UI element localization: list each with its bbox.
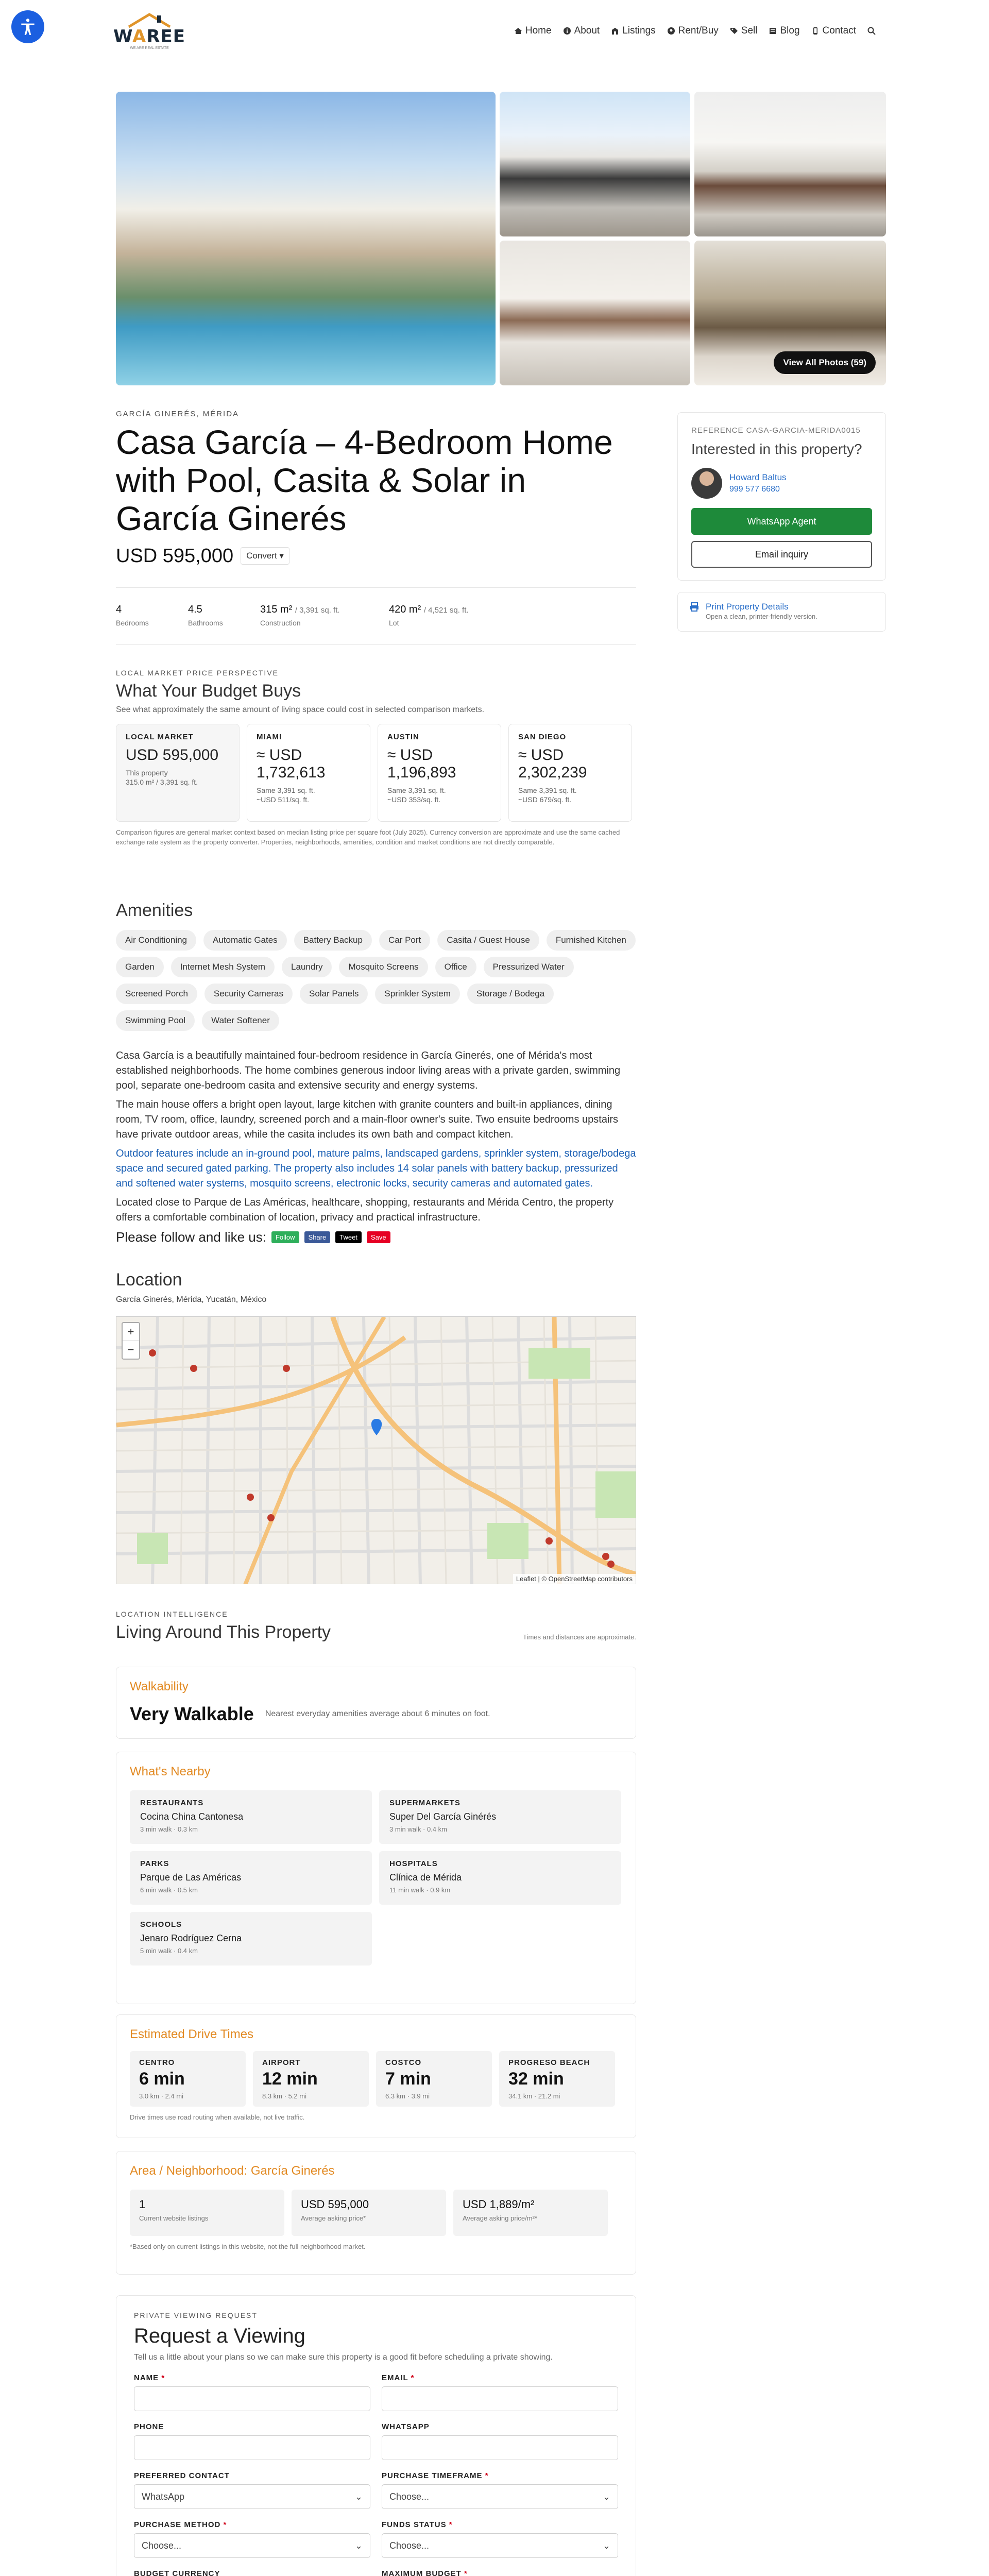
share-bar xyxy=(116,1229,636,1245)
drive-item-airport: AIRPORT 12 min 8.3 km · 5.2 mi xyxy=(253,2051,369,2107)
logo-roof-icon xyxy=(126,12,173,28)
description-paragraph: Located close to Parque de Las Américas, healthcare, shopping, restaurants and Mérida Centro, the property offers a comfortable combination of location, privacy and practical infrastructure. xyxy=(116,1197,614,1223)
drive-item-costco: COSTCO 7 min 6.3 km · 3.9 mi xyxy=(376,2051,492,2107)
inquiry-title: Interested in this property? xyxy=(691,441,862,457)
listing-price: USD 595,000 xyxy=(116,545,234,567)
amenities-section xyxy=(116,901,636,1031)
market-subtitle: See what approximately the same amount of living space could cost in selected comparison markets. xyxy=(116,705,485,714)
print-subtext: Open a clean, printer-friendly version. xyxy=(706,613,817,620)
listing-header xyxy=(116,410,636,567)
location-address: García Ginerés, Mérida, Yucatán, México xyxy=(116,1295,267,1304)
nav-home[interactable]: Home xyxy=(514,25,552,37)
amenities-list xyxy=(116,930,636,1031)
view-all-photos-button[interactable]: View All Photos (59) xyxy=(774,351,876,374)
market-card-miami: MIAMI ≈ USD 1,732,613 Same 3,391 sq. ft. ~USD 511/sq. ft. xyxy=(247,724,370,822)
gallery-photo[interactable] xyxy=(500,92,690,236)
map-zoom-control xyxy=(122,1322,140,1360)
agent-contact xyxy=(691,468,872,499)
email-inquiry-button[interactable]: Email inquiry xyxy=(691,541,872,568)
area-stat-avg-price: USD 595,000 Average asking price* xyxy=(292,2190,446,2236)
whatsapp-label: WHATSAPP xyxy=(382,2422,430,2431)
map-attribution[interactable]: Leaflet | © OpenStreetMap contributors xyxy=(513,1574,636,1584)
funds-label: FUNDS STATUS xyxy=(382,2520,447,2529)
email-field[interactable] xyxy=(382,2386,618,2411)
purchase-method-select[interactable]: Choose... ⌄ xyxy=(134,2533,370,2558)
listings-icon xyxy=(611,27,619,35)
search-button[interactable] xyxy=(867,27,876,35)
viewing-request-form: PRIVATE VIEWING REQUEST Request a Viewing Tell us a little about your plans so we can make sure this property is a good fit before scheduling a private showing. NAME * EMAIL * PHONE WHATSAPP PREFERRED CONTACT WhatsApp ⌄ PURCHASE TIMEFRAME * Choose... ⌄ PURCHASE METHOD * Choose... ⌄ FUNDS STATUS * Choose... ⌄ BUDGET CURRENCY MAXIMUM BUDGET * xyxy=(116,2295,636,2576)
agent-phone[interactable]: 999 577 6680 xyxy=(729,485,780,494)
map-tiles xyxy=(116,1317,636,1584)
description-paragraph: The main house offers a bright open layout, large kitchen with granite counters and built-in appliances, dining room, TV room, office, laundry, screened porch and a main-floor owner's suite. Two ensuite bedrooms upstairs have private outdoor areas, while the casita includes its own bath and compact kitchen. xyxy=(116,1099,619,1140)
amenity-pill: Air Conditioning xyxy=(116,930,196,951)
info-icon xyxy=(563,27,571,35)
market-kicker: LOCAL MARKET PRICE PERSPECTIVE xyxy=(116,669,279,677)
phone-field[interactable] xyxy=(134,2435,370,2460)
nearby-item-supermarkets: SUPERMARKETS Super Del García Ginérés 3 min walk · 0.4 km xyxy=(379,1790,621,1844)
whatsapp-field[interactable] xyxy=(382,2435,618,2460)
intel-title: Living Around This Property xyxy=(116,1622,331,1642)
area-stat-avg-price-m2: USD 1,889/m² Average asking price/m²* xyxy=(453,2190,608,2236)
search-icon xyxy=(867,27,876,35)
market-card-local: LOCAL MARKET USD 595,000 This property 315.0 m² / 3,391 sq. ft. xyxy=(116,724,240,822)
fact-bathrooms: 4.5 Bathrooms xyxy=(188,604,223,627)
intel-section xyxy=(116,1610,636,1642)
amenity-pill: Battery Backup xyxy=(294,930,372,951)
zoom-in-button[interactable]: + xyxy=(123,1323,139,1341)
inquiry-card xyxy=(677,412,886,581)
market-title: What Your Budget Buys xyxy=(116,681,301,701)
gallery-main-photo[interactable] xyxy=(116,92,496,385)
x-tweet-button[interactable]: Tweet xyxy=(335,1231,362,1243)
drive-item-centro: CENTRO 6 min 3.0 km · 2.4 mi xyxy=(130,2051,246,2107)
chevron-down-icon: ⌄ xyxy=(354,2491,363,2502)
gallery-photo[interactable] xyxy=(694,92,886,236)
nearby-card xyxy=(116,1752,636,2004)
site-header xyxy=(113,0,876,62)
amenity-pill: Casita / Guest House xyxy=(437,930,539,951)
amenity-pill: Swimming Pool xyxy=(116,1010,195,1031)
divider xyxy=(116,587,636,588)
amenity-pill: Car Port xyxy=(379,930,430,951)
blog-icon xyxy=(769,27,777,35)
market-card-austin: AUSTIN ≈ USD 1,196,893 Same 3,391 sq. ft. ~USD 353/sq. ft. xyxy=(378,724,501,822)
location-section xyxy=(116,1270,636,1304)
print-link[interactable]: Print Property Details xyxy=(706,602,789,612)
form-kicker: PRIVATE VIEWING REQUEST xyxy=(134,2311,258,2319)
divider xyxy=(116,644,636,645)
chevron-down-icon: ⌄ xyxy=(354,2540,363,2551)
drive-times-card xyxy=(116,2014,636,2138)
tag-icon xyxy=(730,27,738,35)
amenity-pill: Garden xyxy=(116,957,164,977)
amenity-pill: Mosquito Screens xyxy=(339,957,428,977)
form-title: Request a Viewing xyxy=(134,2325,305,2347)
description-paragraph: Casa García is a beautifully maintained four-bedroom residence in García Ginerés, one of Mérida's most established neighborhoods. The home combines generous indoor living areas with a private garden, swimming pool, separate one-bedroom casita and extensive security and energy systems. xyxy=(116,1050,621,1091)
follow-button[interactable]: Follow xyxy=(271,1231,299,1243)
logo-wordmark: WAREE xyxy=(113,26,185,47)
name-field[interactable] xyxy=(134,2386,370,2411)
walkability-card xyxy=(116,1667,636,1739)
walkability-summary: Nearest everyday amenities average about 6 minutes on foot. xyxy=(265,1709,490,1718)
page-title: Casa García – 4-Bedroom Home with Pool, Casita & Solar in García Ginerés xyxy=(116,423,613,537)
site-logo[interactable] xyxy=(113,12,185,50)
amenity-pill: Solar Panels xyxy=(300,984,368,1004)
location-title: Location xyxy=(116,1270,182,1290)
contact-label: PREFERRED CONTACT xyxy=(134,2471,230,2480)
map-wrapper xyxy=(116,1316,636,1584)
currency-label: BUDGET CURRENCY xyxy=(134,2569,220,2576)
amenity-pill: Storage / Bodega xyxy=(467,984,554,1004)
phone-label: PHONE xyxy=(134,2422,164,2431)
amenity-pill: Pressurized Water xyxy=(484,957,574,977)
amenity-pill: Screened Porch xyxy=(116,984,197,1004)
nearby-heading: What's Nearby xyxy=(130,1765,211,1778)
walkability-heading: Walkability xyxy=(130,1680,189,1693)
walkability-score: Very Walkable xyxy=(130,1703,254,1724)
photo-gallery xyxy=(116,92,886,385)
amenity-pill: Laundry xyxy=(282,957,332,977)
nearby-item-schools: SCHOOLS Jenaro Rodríguez Cerna 5 min walk · 0.4 km xyxy=(130,1912,372,1965)
intel-kicker: LOCATION INTELLIGENCE xyxy=(116,1610,228,1618)
whatsapp-agent-button[interactable]: WhatsApp Agent xyxy=(691,508,872,535)
accessibility-button[interactable] xyxy=(11,10,44,43)
key-facts xyxy=(116,604,636,627)
timeframe-label: PURCHASE TIMEFRAME xyxy=(382,2471,483,2480)
home-icon xyxy=(514,27,522,35)
nearby-item-hospitals: HOSPITALS Clínica de Mérida 11 min walk · 0.9 km xyxy=(379,1851,621,1905)
amenity-pill: Automatic Gates xyxy=(203,930,287,951)
zoom-out-button[interactable]: − xyxy=(127,1343,134,1356)
fact-lot: 420 m² / 4,521 sq. ft. Lot xyxy=(389,604,469,627)
nav-about[interactable]: About xyxy=(563,25,600,37)
method-label: PURCHASE METHOD xyxy=(134,2520,221,2529)
gallery-photo[interactable] xyxy=(694,241,886,385)
amenity-pill: Office xyxy=(435,957,476,977)
currency-convert-select[interactable]: Convert ▾ xyxy=(241,547,289,565)
area-stat-listings: 1 Current website listings xyxy=(130,2190,284,2236)
drive-item-progreso-beach: PROGRESO BEACH 32 min 34.1 km · 21.2 mi xyxy=(499,2051,615,2107)
area-heading: Area / Neighborhood: García Ginerés xyxy=(130,2164,335,2178)
nav-blog[interactable]: Blog xyxy=(769,25,799,37)
nearby-item-restaurants: RESTAURANTS Cocina China Cantonesa 3 min walk · 0.3 km xyxy=(130,1790,372,1844)
nav-sell[interactable]: Sell xyxy=(730,25,758,37)
avatar xyxy=(691,468,722,499)
chevron-down-icon: ▾ xyxy=(279,551,284,561)
breadcrumb: GARCÍA GINERÉS, MÉRIDA xyxy=(116,410,240,418)
amenities-title: Amenities xyxy=(116,901,193,920)
fact-construction: 315 m² / 3,391 sq. ft. Construction xyxy=(260,604,340,627)
max-budget-label: MAXIMUM BUDGET xyxy=(382,2569,462,2576)
nav-listings[interactable]: Listings xyxy=(611,25,655,37)
preferred-contact-select[interactable]: WhatsApp ⌄ xyxy=(134,2484,370,2509)
print-icon xyxy=(689,602,700,612)
amenity-pill: Sprinkler System xyxy=(375,984,459,1004)
drive-times-heading: Estimated Drive Times xyxy=(130,2027,254,2041)
drive-times-note: Drive times use road routing when available, not live traffic. xyxy=(130,2113,305,2121)
area-card xyxy=(116,2151,636,2275)
share-label: Please follow and like us: xyxy=(116,1229,266,1245)
market-section xyxy=(116,669,636,848)
amenity-pill: Water Softener xyxy=(202,1010,279,1031)
gallery-photo[interactable] xyxy=(500,241,690,385)
agent-name[interactable]: Howard Baltus xyxy=(729,472,787,482)
reference-code: REFERENCE CASA-GARCIA-MERIDA0015 xyxy=(691,426,861,435)
form-intro: Tell us a little about your plans so we can make sure this property is a good fit before scheduling a private showing. xyxy=(134,2353,553,2362)
nav-contact[interactable]: Contact xyxy=(811,25,856,37)
fact-bedrooms: 4 Bedrooms xyxy=(116,604,149,627)
key-icon xyxy=(667,27,675,35)
nav-rent-buy[interactable]: Rent/Buy xyxy=(667,25,719,37)
print-card[interactable] xyxy=(677,592,886,632)
nearby-item-parks: PARKS Parque de Las Américas 6 min walk · 0.5 km xyxy=(130,1851,372,1905)
chevron-down-icon: ⌄ xyxy=(602,2491,610,2502)
name-label: NAME xyxy=(134,2374,159,2382)
area-note: *Based only on current listings in this website, not the full neighborhood market. xyxy=(130,2243,366,2250)
accessibility-icon xyxy=(18,17,38,37)
phone-icon xyxy=(811,27,820,35)
location-map[interactable] xyxy=(116,1316,636,1584)
email-label: EMAIL xyxy=(382,2374,408,2382)
sidebar xyxy=(677,412,886,632)
amenity-pill: Security Cameras xyxy=(204,984,293,1004)
facebook-share-button[interactable]: Share xyxy=(304,1231,331,1243)
amenity-pill: Furnished Kitchen xyxy=(547,930,636,951)
intel-note: Times and distances are approximate. xyxy=(523,1633,636,1641)
pinterest-save-button[interactable]: Save xyxy=(367,1231,390,1243)
market-note: Comparison figures are general market context based on median listing price per square foot (July 2025). Currency conversion are approximate and use the same cached exchange rate system as the property converter. Properties, neighborhoods, amenities, condition and market conditions are not directly comparable. xyxy=(116,828,620,846)
market-card-san-diego: SAN DIEGO ≈ USD 2,302,239 Same 3,391 sq. ft. ~USD 679/sq. ft. xyxy=(508,724,632,822)
funds-status-select[interactable]: Choose... ⌄ xyxy=(382,2533,618,2558)
description-section xyxy=(116,1048,636,1245)
purchase-timeframe-select[interactable]: Choose... ⌄ xyxy=(382,2484,618,2509)
main-nav xyxy=(514,25,876,37)
logo-tagline: WE ARE REAL ESTATE xyxy=(130,46,169,50)
description-paragraph: Outdoor features include an in-ground pool, mature palms, landscaped gardens, sprinkler system, storage/bodega space and secured gated parking. The property also includes 14 solar panels with battery backup, pressurized and softened water systems, mosquito screens, electronic locks, security cameras and automated gates. xyxy=(116,1148,636,1189)
chevron-down-icon: ⌄ xyxy=(602,2540,610,2551)
amenity-pill: Internet Mesh System xyxy=(171,957,275,977)
